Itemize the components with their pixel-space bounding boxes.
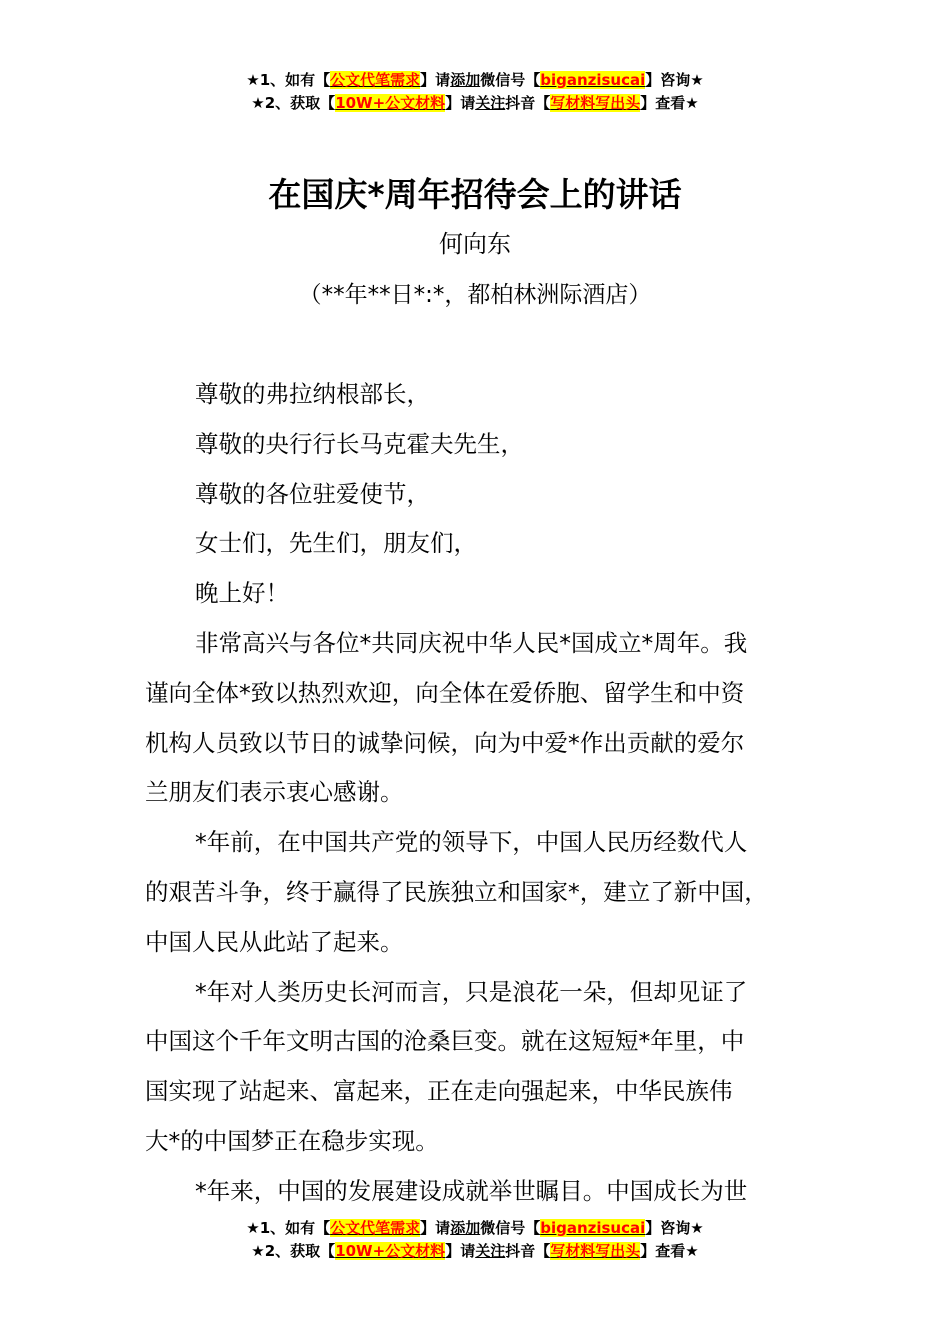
document-author: 何向东 <box>439 230 511 258</box>
banner-highlight-materials: 10W+公文材料 <box>335 1242 446 1260</box>
paragraph-line: *年前，在中国共产党的领导下，中国人民历经数代人 <box>195 828 748 857</box>
paragraph-line: *年来，中国的发展建设成就举世瞩目。中国成长为世 <box>195 1176 748 1205</box>
salutation-line: 尊敬的各位驻爱使节， <box>195 479 430 508</box>
paragraph-line: 兰朋友们表示衷心感谢。 <box>145 778 404 807</box>
salutation-line: 女士们，先生们，朋友们， <box>195 529 477 558</box>
banner-highlight-douyin: 写材料写出头 <box>550 1242 641 1260</box>
banner-line-2: ★2、获取【10W+公文材料】请关注抖音【写材料写出头】查看★ <box>251 94 699 112</box>
banner-highlight-service: 公文代笔需求 <box>330 71 421 89</box>
paragraph-line: 的艰苦斗争，终于赢得了民族独立和国家*，建立了新中国， <box>145 877 768 906</box>
salutation-line: 尊敬的央行行长马克霍夫先生， <box>195 429 524 458</box>
document-dateline: （**年**日*:*，都柏林洲际酒店） <box>298 282 652 308</box>
paragraph-line: 中国人民从此站了起来。 <box>145 927 404 956</box>
banner-line-1: ★1、如有【公文代笔需求】请添加微信号【biganzisucai】咨询★ <box>246 1219 704 1237</box>
paragraph-line: 大*的中国梦正在稳步实现。 <box>145 1126 439 1155</box>
paragraph-line: *年对人类历史长河而言，只是浪花一朵，但却见证了 <box>195 977 748 1006</box>
banner-highlight-wechat-id: biganzisucai <box>540 1219 646 1237</box>
banner-highlight-douyin: 写材料写出头 <box>550 94 641 112</box>
banner-highlight-service: 公文代笔需求 <box>330 1219 421 1237</box>
salutation-line: 尊敬的弗拉纳根部长， <box>195 380 430 408</box>
footer-banner <box>0 1217 950 1263</box>
banner-highlight-materials: 10W+公文材料 <box>335 94 446 112</box>
banner-line-2: ★2、获取【10W+公文材料】请关注抖音【写材料写出头】查看★ <box>251 1242 699 1260</box>
paragraph-line: 中国这个千年文明古国的沧桑巨变。就在这短短*年里，中 <box>145 1027 745 1056</box>
header-banner <box>0 69 950 115</box>
paragraph-line: 机构人员致以节日的诚挚问候，向为中爱*作出贡献的爱尔 <box>145 728 745 757</box>
greeting-line: 晚上好！ <box>195 579 289 608</box>
banner-highlight-wechat-id: biganzisucai <box>540 71 646 89</box>
document-body <box>145 370 815 1217</box>
document-title: 在国庆*周年招待会上的讲话 <box>268 175 682 214</box>
paragraph-line: 谨向全体*致以热烈欢迎，向全体在爱侨胞、留学生和中资 <box>145 678 745 707</box>
paragraph-line: 非常高兴与各位*共同庆祝中华人民*国成立*周年。我 <box>195 628 748 657</box>
paragraph-line: 国实现了站起来、富起来，正在走向强起来，中华民族伟 <box>145 1077 733 1106</box>
banner-line-1: ★1、如有【公文代笔需求】请添加微信号【biganzisucai】咨询★ <box>246 71 704 89</box>
